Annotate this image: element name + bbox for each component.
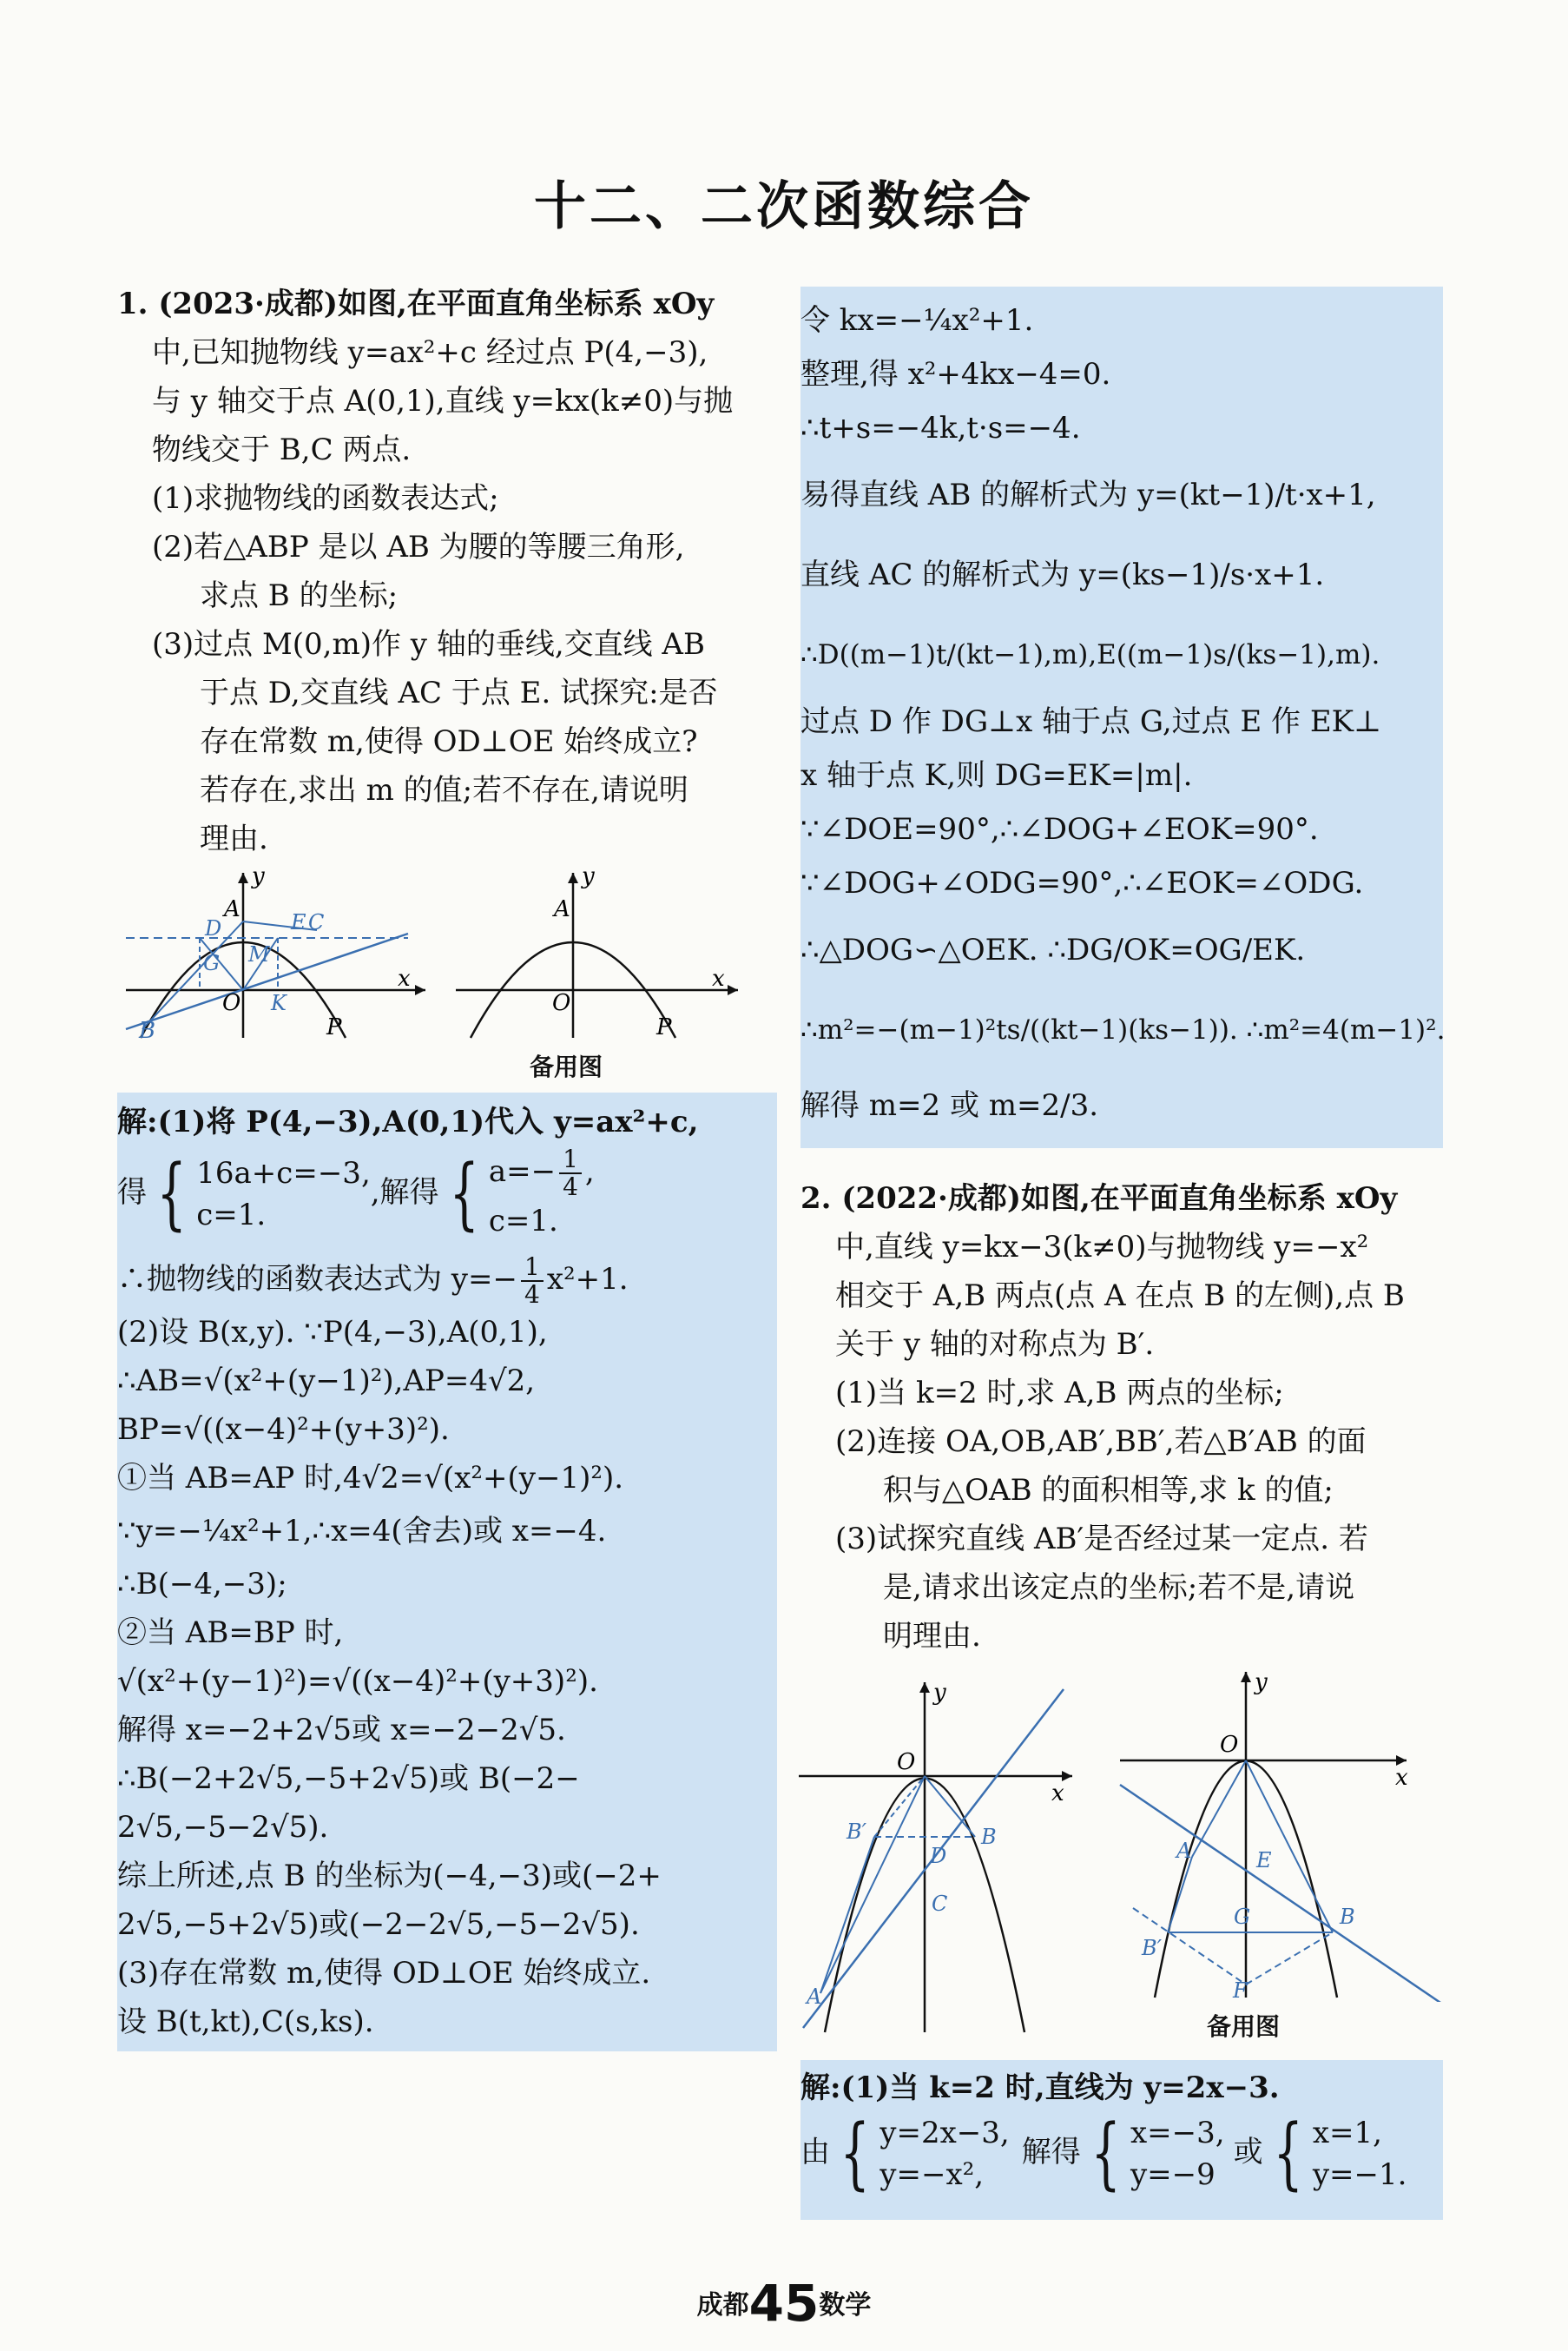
fig-label-b: B [981, 1825, 997, 1849]
fig-label-x: x [398, 966, 411, 992]
q2-main-figure [794, 1672, 1081, 2037]
q1-main-figure [122, 864, 434, 1047]
sol1-line: 2√5,−5−2√5). [117, 1810, 329, 1845]
fig-label-x: x [1395, 1765, 1408, 1791]
fig-label-a: A [807, 1984, 822, 2009]
fig-label-a: A [224, 896, 240, 922]
sol1c-line: ∴D((m−1)t/(kt−1),m),E((m−1)s/(ks−1),m). [800, 639, 1380, 670]
sol1c-line: 解得 m=2 或 m=2/3. [800, 1088, 1099, 1123]
q1-part-2: (2)若△ABP 是以 AB 为腰的等腰三角形, [152, 530, 685, 565]
fig-label-m: M [248, 942, 270, 967]
sol1-line: 解:(1)将 P(4,−3),A(0,1)代入 y=ax²+c, [117, 1105, 699, 1139]
fig-label-y: y [933, 1680, 946, 1706]
q1-part-2-cont: 求点 B 的坐标; [200, 578, 399, 613]
fig-label-bp: B′ [847, 1819, 867, 1844]
sol1-line: 综上所述,点 B 的坐标为(−4,−3)或(−2+ [117, 1859, 662, 1893]
sol1c-line: ∵∠DOE=90°,∴∠DOG+∠EOK=90°. [800, 812, 1319, 847]
q2-header: 2. (2022·成都)如图,在平面直角坐标系 xOy [800, 1181, 1398, 1216]
sol1-line: ②当 AB=BP 时, [117, 1615, 344, 1650]
fig-label-a: A [1176, 1839, 1192, 1863]
fig-label-y: y [252, 864, 265, 889]
fig-label-o: O [1220, 1732, 1239, 1758]
fig-label-k: K [271, 991, 287, 1015]
fig-label-o: O [897, 1749, 916, 1775]
q2-part-2-cont: 积与△OAB 的面积相等,求 k 的值; [883, 1473, 1334, 1508]
q1-part-3-cont: 若存在,求出 m 的值;若不存在,请说明 [200, 773, 688, 808]
fig-label-o: O [552, 990, 571, 1016]
solution-1-continued [800, 287, 1446, 1148]
q1-spare-figure [451, 864, 747, 1047]
sol1-line: 设 B(t,kt),C(s,ks). [117, 2004, 374, 2039]
page-number: 45 [748, 2274, 820, 2333]
q2-line: 中,直线 y=kx−3(k≠0)与抛物线 y=−x² [835, 1230, 1369, 1265]
fig-label-x: x [1051, 1780, 1064, 1806]
page-footer: 成都45数学 [696, 2274, 872, 2333]
fig-label-c: C [308, 910, 325, 934]
q1-line: 中,已知抛物线 y=ax²+c 经过点 P(4,−3), [152, 335, 708, 370]
q1-header: 1. (2023·成都)如图,在平面直角坐标系 xOy [117, 287, 715, 321]
fig-label-d: D [205, 916, 222, 941]
solution-1 [117, 1093, 777, 2051]
q2-part-1: (1)当 k=2 时,求 A,B 两点的坐标; [835, 1376, 1284, 1410]
sol1c-line: ∴t+s=−4k,t·s=−4. [800, 411, 1081, 446]
sol1c-line: ∴m²=−(m−1)²ts/((kt−1)(ks−1)). ∴m²=4(m−1)². [800, 1014, 1446, 1046]
sol1c-line: 整理,得 x²+4kx−4=0. [800, 357, 1111, 392]
sol1-line: √(x²+(y−1)²)=√((x−4)²+(y+3)²). [117, 1664, 598, 1699]
fig-label-o: O [222, 990, 241, 1016]
fig-label-g: G [1234, 1905, 1251, 1929]
q1-part-3-cont: 存在常数 m,使得 OD⊥OE 始终成立? [200, 724, 698, 759]
fig-label-e: E [1256, 1848, 1272, 1872]
question-1 [117, 280, 777, 863]
sol1-system: 得 { 16a+c=−3, c=1. ,解得 { a=− $\frac{1}{4}$ , c=1. [117, 1145, 595, 1239]
sol1-line: (2)设 B(x,y). ∵P(4,−3),A(0,1), [117, 1315, 548, 1350]
q1-figure-caption: 备用图 [530, 1053, 603, 1081]
sol1c-line: 过点 D 作 DG⊥x 轴于点 G,过点 E 作 EK⊥ [800, 704, 1382, 739]
sol2-system: 由 { y=2x−3, y=−x², 解得 { x=−3, y=−9 或 { x=1, y=−1. [800, 2108, 1407, 2199]
sol1-line: ∴AB=√(x²+(y−1)²),AP=4√2, [117, 1364, 536, 1398]
q1-part-1: (1)求抛物线的函数表达式; [152, 481, 499, 516]
sol1c-line: ∴△DOG∽△OEK. ∴DG/OK=OG/EK. [800, 933, 1306, 967]
sol1-line: 解得 x=−2+2√5或 x=−2−2√5. [117, 1713, 566, 1747]
q2-line: 关于 y 轴的对称点为 B′. [835, 1327, 1155, 1362]
fig-label-c: C [932, 1892, 948, 1916]
q2-part-3-cont: 明理由. [883, 1619, 981, 1654]
fig-label-g: G [203, 951, 221, 975]
sol1c-line: ∵∠DOG+∠ODG=90°,∴∠EOK=∠ODG. [800, 866, 1364, 901]
fig-label-e: E [291, 910, 306, 934]
q1-line: 物线交于 B,C 两点. [152, 433, 412, 467]
sol2-line: 解:(1)当 k=2 时,直线为 y=2x−3. [800, 2070, 1280, 2105]
sol1c-line: 令 kx=−¼x²+1. [800, 303, 1034, 338]
sol1-line: ∴B(−4,−3); [117, 1567, 287, 1601]
q1-part-3-cont: 理由. [200, 822, 268, 856]
fig-label-a: A [554, 896, 570, 922]
fig-label-f: F [1233, 1978, 1248, 2002]
fig-label-bp: B′ [1142, 1936, 1163, 1960]
sol1c-line: 直线 AC 的解析式为 y=(ks−1)/s·x+1. [800, 558, 1325, 592]
sol1c-line: x 轴于点 K,则 DG=EK=|m|. [800, 758, 1193, 793]
q2-part-2: (2)连接 OA,OB,AB′,BB′,若△B′AB 的面 [835, 1424, 1367, 1459]
q1-line: 与 y 轴交于点 A(0,1),直线 y=kx(k≠0)与抛 [152, 384, 734, 419]
fig-label-p: P [656, 1014, 672, 1040]
sol1-line: 2√5,−5+2√5)或(−2−2√5,−5−2√5). [117, 1907, 640, 1942]
sol1-line: ①当 AB=AP 时,4√2=√(x²+(y−1)²). [117, 1461, 624, 1496]
sol1c-line: 易得直线 AB 的解析式为 y=(kt−1)/t·x+1, [800, 478, 1376, 512]
q1-part-3-cont: 于点 D,交直线 AC 于点 E. 试探究:是否 [200, 676, 718, 710]
sol1-line: ∴B(−2+2√5,−5+2√5)或 B(−2− [117, 1761, 580, 1796]
fig-label-b: B [139, 1018, 156, 1044]
q2-spare-figure [1116, 1663, 1450, 2002]
q2-figure-caption: 备用图 [1207, 2012, 1281, 2041]
fig-label-p: P [326, 1014, 342, 1040]
sol1-line: BP=√((x−4)²+(y+3)²). [117, 1412, 450, 1447]
question-2 [800, 1174, 1443, 1661]
fig-label-y: y [582, 864, 595, 889]
q2-line: 相交于 A,B 两点(点 A 在点 B 的左侧),点 B [835, 1278, 1405, 1313]
q2-part-3: (3)试探究直线 AB′是否经过某一定点. 若 [835, 1522, 1368, 1556]
solution-2 [800, 2060, 1443, 2220]
page-title: 十二、二次函数综合 [534, 176, 1034, 237]
sol1-line: ∴抛物线的函数表达式为 y=− $\frac{1}{4}$ x²+1. [117, 1252, 629, 1309]
fig-label-y: y [1255, 1669, 1268, 1695]
sol1-line: ∵y=−¼x²+1,∴x=4(舍去)或 x=−4. [117, 1514, 607, 1549]
q1-part-3: (3)过点 M(0,m)作 y 轴的垂线,交直线 AB [152, 627, 705, 662]
fig-label-d: D [930, 1844, 947, 1868]
fig-label-x: x [712, 966, 725, 992]
q2-part-3-cont: 是,请求出该定点的坐标;若不是,请说 [883, 1570, 1355, 1605]
sol1-line: (3)存在常数 m,使得 OD⊥OE 始终成立. [117, 1956, 651, 1991]
fig-label-b: B [1340, 1905, 1355, 1929]
